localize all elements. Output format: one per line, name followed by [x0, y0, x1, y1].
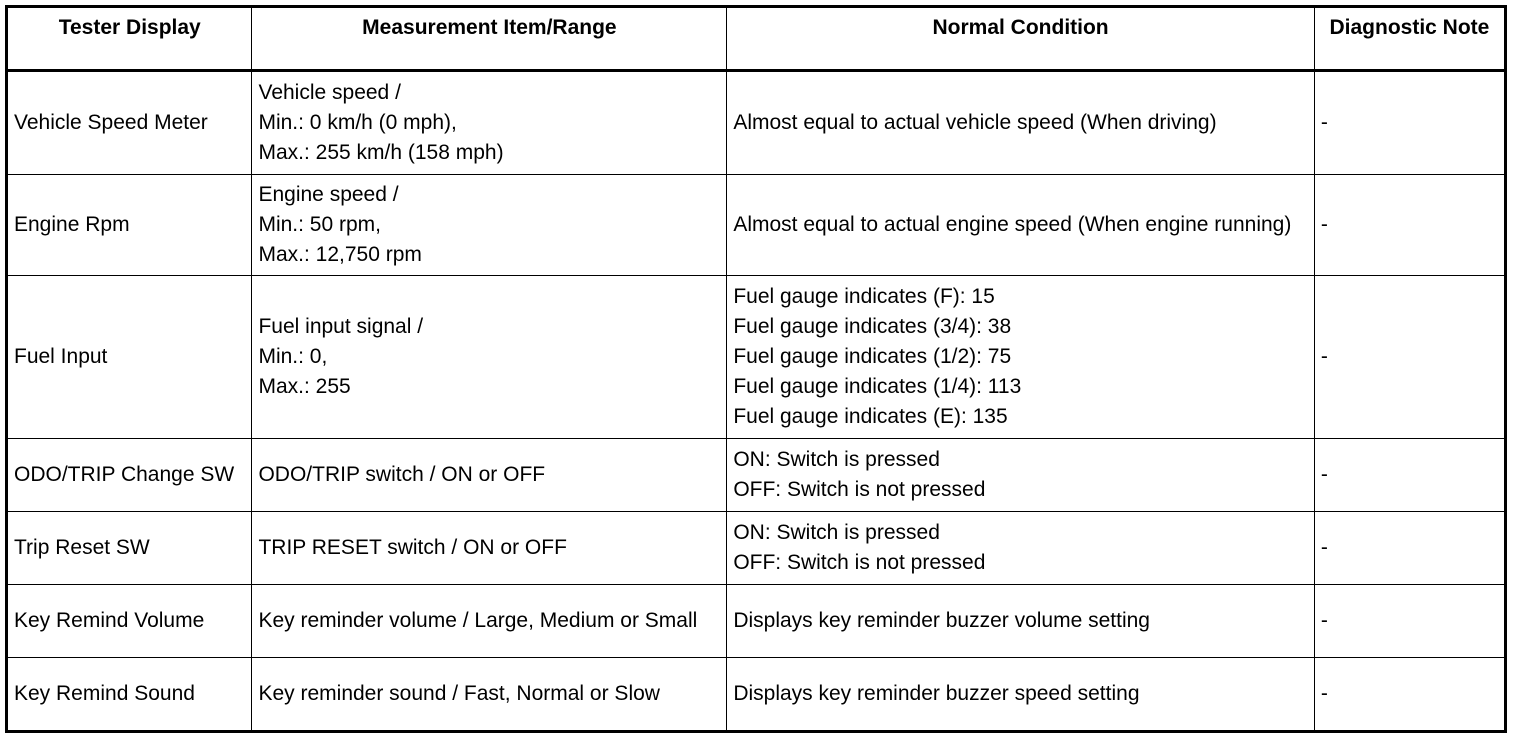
- cell-measurement: [252, 276, 727, 439]
- table-row: [7, 512, 1506, 585]
- cell-diagnostic-note: -: [1314, 175, 1505, 276]
- cell-diagnostic-note: -: [1314, 439, 1505, 512]
- cell-tester-display: Fuel Input: [7, 276, 252, 439]
- cell-normal-condition: [727, 439, 1315, 512]
- cell-tester-display: [7, 439, 252, 512]
- measurement-line: Vehicle speed /: [258, 81, 401, 104]
- table-row: [7, 71, 1506, 175]
- cell-normal-condition: [727, 276, 1315, 439]
- header-diagnostic-note: [1314, 7, 1505, 71]
- condition-line: Almost equal to actual engine speed (When engine running): [733, 213, 1292, 236]
- measurement-line: Engine speed /: [258, 183, 399, 206]
- condition-line: Fuel gauge indicates (1/4): 113: [733, 375, 1022, 398]
- cell-normal-condition: [727, 585, 1315, 658]
- measurement-line: Max.: 255 km/h (158 mph): [258, 141, 504, 164]
- measurement-line: TRIP RESET switch / ON or OFF: [258, 536, 567, 559]
- cell-diagnostic-note: -: [1314, 658, 1505, 732]
- condition-line: ON: Switch is pressed: [733, 521, 940, 544]
- cell-normal-condition: [727, 175, 1315, 276]
- data-list-table: [5, 5, 1507, 733]
- cell-tester-display: Trip Reset SW: [7, 512, 252, 585]
- cell-tester-display: Key Remind Sound: [7, 658, 252, 732]
- measurement-line: Min.: 50 rpm,: [258, 213, 382, 236]
- condition-line: Displays key reminder buzzer volume setting: [733, 609, 1150, 632]
- cell-measurement: [252, 71, 727, 175]
- header-tester-display: Tester Display: [7, 7, 252, 71]
- tester-display-label: ODO/TRIP Change SW: [14, 463, 235, 486]
- measurement-line: Fuel input signal /: [258, 315, 424, 338]
- table-row: [7, 658, 1506, 732]
- measurement-line: Min.: 0 km/h (0 mph),: [258, 111, 457, 134]
- cell-measurement: [252, 658, 727, 732]
- cell-tester-display: Engine Rpm: [7, 175, 252, 276]
- condition-line: Fuel gauge indicates (3/4): 38: [733, 315, 1012, 338]
- cell-tester-display: Key Remind Volume: [7, 585, 252, 658]
- cell-measurement: [252, 175, 727, 276]
- condition-line: Fuel gauge indicates (E): 135: [733, 405, 1008, 428]
- cell-measurement: [252, 439, 727, 512]
- condition-line: ON: Switch is pressed: [733, 448, 940, 471]
- measurement-line: Key reminder sound / Fast, Normal or Slow: [258, 682, 660, 705]
- measurement-line: Key reminder volume / Large, Medium or Small: [258, 609, 698, 632]
- condition-line: Almost equal to actual vehicle speed (When driving): [733, 111, 1217, 134]
- header-normal-condition: Normal Condition: [727, 7, 1315, 71]
- cell-normal-condition: [727, 71, 1315, 175]
- header-measurement: Measurement Item/Range: [252, 7, 727, 71]
- condition-line: OFF: Switch is not pressed: [733, 551, 986, 574]
- cell-measurement: [252, 512, 727, 585]
- measurement-line: Max.: 12,750 rpm: [258, 243, 422, 266]
- cell-diagnostic-note: -: [1314, 71, 1505, 175]
- header-diagnostic-note-label: Diagnostic Note: [1329, 16, 1490, 39]
- cell-diagnostic-note: -: [1314, 512, 1505, 585]
- measurement-line: Max.: 255: [258, 375, 351, 398]
- condition-line: Displays key reminder buzzer speed setting: [733, 682, 1140, 705]
- condition-line: Fuel gauge indicates (F): 15: [733, 285, 995, 308]
- cell-tester-display: Vehicle Speed Meter: [7, 71, 252, 175]
- cell-normal-condition: [727, 658, 1315, 732]
- table-row: [7, 439, 1506, 512]
- table-header: [7, 7, 1506, 71]
- measurement-line: ODO/TRIP switch / ON or OFF: [258, 463, 546, 486]
- condition-line: Fuel gauge indicates (1/2): 75: [733, 345, 1012, 368]
- table-row: [7, 585, 1506, 658]
- condition-line: OFF: Switch is not pressed: [733, 478, 986, 501]
- cell-diagnostic-note: -: [1314, 585, 1505, 658]
- measurement-line: Min.: 0,: [258, 345, 328, 368]
- cell-measurement: [252, 585, 727, 658]
- header-row: [7, 7, 1506, 71]
- table-row: [7, 175, 1506, 276]
- cell-normal-condition: [727, 512, 1315, 585]
- cell-diagnostic-note: -: [1314, 276, 1505, 439]
- table-row: [7, 276, 1506, 439]
